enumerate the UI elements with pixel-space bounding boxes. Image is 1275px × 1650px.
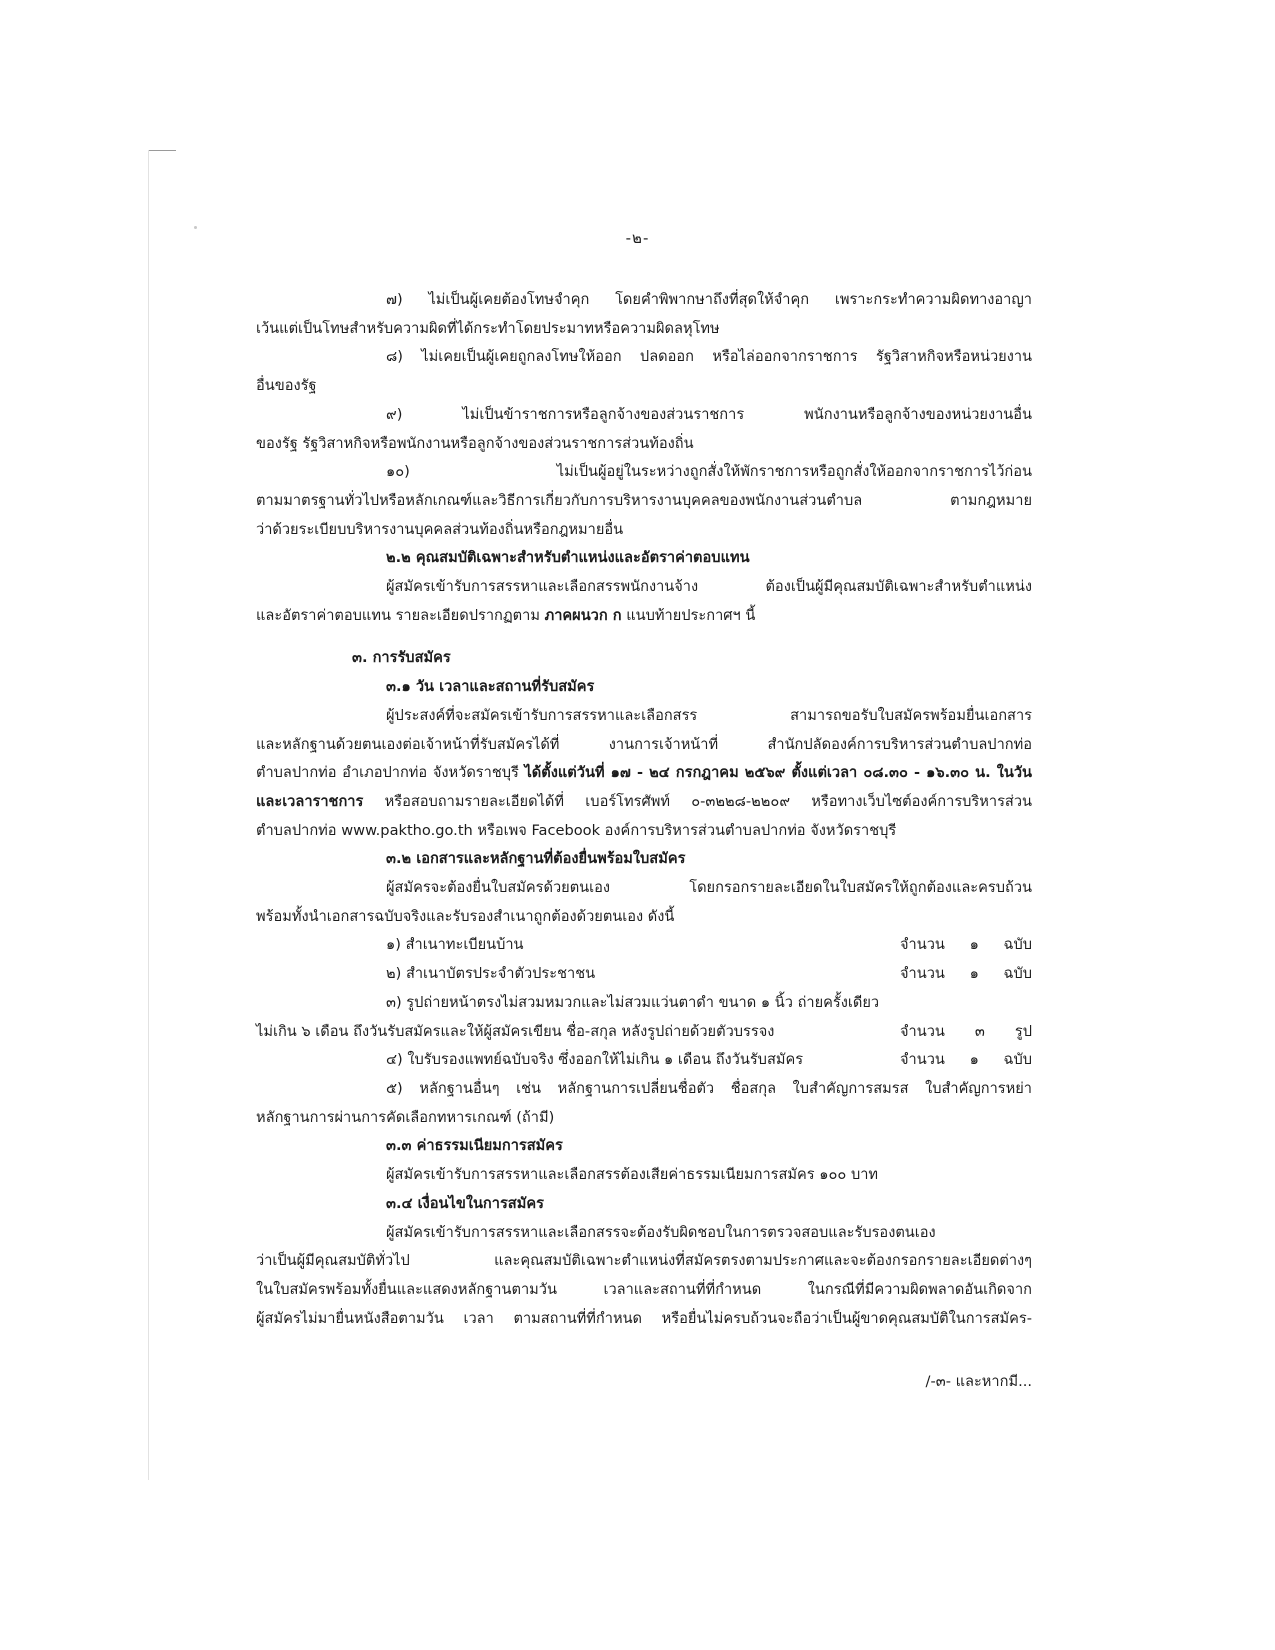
qty-unit: รูป (1014, 1022, 1032, 1040)
qty-unit: ฉบับ (1003, 965, 1032, 983)
section-3-4-heading: ๓.๔ เงื่อนไขในการสมัคร (386, 1194, 544, 1212)
qty-number: ๑ (969, 1051, 979, 1069)
appendix-reference: ภาคผนวก ก (544, 606, 622, 624)
section-3-1-line-2: และหลักฐานด้วยตนเองต่อเจ้าหน้าที่รับสมัครได้ที่ งานการเจ้าหน้าที่ สำนักปลัดองค์การบริหารส่วนตำบลปากท่อ (256, 735, 1032, 753)
document-item-label: ไม่เกิน ๖ เดือน ถึงวันรับสมัครและให้ผู้สมัครเขียน ชื่อ-สกุล หลังรูปถ่ายด้วยตัวบรรจง (256, 1022, 775, 1040)
section-3-1-heading: ๓.๑ วัน เวลาและสถานที่รับสมัคร (386, 678, 595, 696)
section-2-2-heading: ๒.๒ คุณสมบัติเฉพาะสำหรับตำแหน่งและอัตราค่าตอบแทน (386, 549, 750, 567)
qty-word: จำนวน (900, 1051, 945, 1069)
section-3-3-line-1: ผู้สมัครเข้ารับการสรรหาและเลือกสรรต้องเสียค่าธรรมเนียมการสมัคร ๑๐๐ บาท (386, 1166, 879, 1184)
section-3-4-line-4: ผู้สมัครไม่มายื่นหนังสือตามวัน เวลา ตามสถานที่ที่กำหนด หรือยื่นไม่ครบถ้วนจะถือว่าเป็นผู้ขาดคุณสมบัติในการสมัคร- (256, 1309, 1032, 1327)
section-3-1-location: ตำบลปากท่อ อำเภอปากท่อ จังหวัดราชบุรี (256, 764, 525, 782)
section-3-4-line-1: ผู้สมัครเข้ารับการสรรหาและเลือกสรรจะต้องรับผิดชอบในการตรวจสอบและรับรองตนเอง (386, 1223, 936, 1241)
document-item-4 (256, 1046, 1032, 1075)
section-3-2-line-1: ผู้สมัครจะต้องยื่นใบสมัครด้วยตนเอง โดยกรอกรายละเอียดในใบสมัครให้ถูกต้องและครบถ้วน (386, 879, 1032, 897)
item-10-line-2: ตามมาตรฐานทั่วไปหรือหลักเกณฑ์และวิธีการเกี่ยวกับการบริหารงานบุคคลของพนักงานส่วนตำบล ตามกฎหมาย (256, 491, 1032, 509)
qty-unit: ฉบับ (1003, 936, 1032, 954)
document-item-label: ๒) สำเนาบัตรประจำตัวประชาชน (386, 965, 596, 983)
section-3-3-heading: ๓.๓ ค่าธรรมเนียมการสมัคร (386, 1137, 563, 1155)
qty-number: ๑ (969, 965, 979, 983)
qty-word: จำนวน (900, 1022, 945, 1040)
continuation-note: /-๓- และหากมี... (925, 1373, 1032, 1390)
application-dates: ได้ตั้งแต่วันที่ ๑๗ - ๒๔ กรกฎาคม ๒๕๖๙ ตั้งแต่เวลา ๐๘.๓๐ - ๑๖.๓๐ น. ในวัน (524, 764, 1032, 782)
section-3-2-line-2: พร้อมทั้งนำเอกสารฉบับจริงและรับรองสำเนาถูกต้องด้วยตนเอง ดังนี้ (256, 907, 675, 925)
item-9-line-2: ของรัฐ รัฐวิสาหกิจหรือพนักงานหรือลูกจ้างของส่วนราชการส่วนท้องถิ่น (256, 434, 694, 452)
document-item-label: ๑) สำเนาทะเบียนบ้าน (386, 936, 524, 954)
document-item-1 (256, 931, 1032, 960)
section-2-2-para-line-1: ผู้สมัครเข้ารับการสรรหาและเลือกสรรพนักงานจ้าง ต้องเป็นผู้มีคุณสมบัติเฉพาะสำหรับตำแหน่ง (386, 578, 1032, 596)
section-3-1-line-4 (256, 788, 1032, 817)
item-9-line-1: ๙) ไม่เป็นข้าราชการหรือลูกจ้างของส่วนราชการ พนักงานหรือลูกจ้างของหน่วยงานอื่น (386, 405, 1032, 423)
qty-unit: ฉบับ (1003, 1051, 1032, 1069)
section-3-4-line-2: ว่าเป็นผู้มีคุณสมบัติทั่วไป และคุณสมบัติเฉพาะตำแหน่งที่สมัครตรงตามประกาศและจะต้องกรอกรายละเอียดต่างๆ (256, 1252, 1032, 1270)
document-item-quantity (900, 1018, 1032, 1047)
official-hours: และเวลาราชการ (256, 792, 364, 810)
document-item-label: ๔) ใบรับรองแพทย์ฉบับจริง ซึ่งออกให้ไม่เกิน ๑ เดือน ถึงวันรับสมัคร (386, 1051, 804, 1069)
qty-word: จำนวน (900, 965, 945, 983)
section-3-1-line-1: ผู้ประสงค์ที่จะสมัครเข้ารับการสรรหาและเลือกสรร สามารถขอรับใบสมัครพร้อมยื่นเอกสาร (386, 706, 1032, 724)
item-7-line-1: ๗) ไม่เป็นผู้เคยต้องโทษจำคุก โดยคำพิพากษาถึงที่สุดให้จำคุก เพราะกระทำความผิดทางอาญา (386, 291, 1032, 308)
document-item-5-line-2: หลักฐานการผ่านการคัดเลือกทหารเกณฑ์ (ถ้ามี) (256, 1108, 555, 1126)
document-item-3-line-1: ๓) รูปถ่ายหน้าตรงไม่สวมหมวกและไม่สวมแว่นตาดำ ขนาด ๑ นิ้ว ถ่ายครั้งเดียว (386, 993, 880, 1011)
section-3-2-heading: ๓.๒ เอกสารและหลักฐานที่ต้องยื่นพร้อมใบสมัคร (386, 850, 686, 868)
qty-number: ๓ (974, 1022, 985, 1040)
document-body (256, 286, 1032, 1333)
document-item-3-line-2 (256, 1018, 1032, 1047)
contact-info: หรือสอบถามรายละเอียดได้ที่ เบอร์โทรศัพท์ ๐-๓๒๒๘-๒๒๐๙ หรือทางเว็บไซต์องค์การบริหารส่วน (363, 792, 1032, 810)
item-7-line-2: เว้นแต่เป็นโทษสำหรับความผิดที่ได้กระทำโดยประมาทหรือความผิดลหุโทษ (256, 319, 720, 337)
section-2-2-text-post: แนบท้ายประกาศฯ นี้ (621, 606, 756, 624)
section-3-1-line-3 (256, 759, 1032, 788)
document-item-2 (256, 960, 1032, 989)
document-item-5-line-1: ๕) หลักฐานอื่นๆ เช่น หลักฐานการเปลี่ยนชื่อตัว ชื่อสกุล ใบสำคัญการสมรส ใบสำคัญการหย่า (386, 1079, 1032, 1097)
qty-word: จำนวน (900, 936, 945, 954)
section-3-1-line-5: ตำบลปากท่อ www.paktho.go.th หรือเพจ Facebook องค์การบริหารส่วนตำบลปากท่อ จังหวัดราชบุรี (256, 821, 897, 839)
document-item-quantity (900, 960, 1032, 989)
page-number: -๒- (625, 229, 650, 247)
section-3-heading: ๓. การรับสมัคร (352, 649, 451, 667)
document-item-quantity (900, 931, 1032, 960)
qty-number: ๑ (969, 936, 979, 954)
section-2-2-text-pre: และอัตราค่าตอบแทน รายละเอียดปรากฏตาม (256, 606, 545, 624)
item-8-line-2: อื่นของรัฐ (256, 377, 317, 395)
item-10-line-1: ๑๐) ไม่เป็นผู้อยู่ในระหว่างถูกสั่งให้พักราชการหรือถูกสั่งให้ออกจากราชการไว้ก่อน (386, 463, 1032, 481)
section-2-2-para-line-2 (256, 602, 1032, 631)
scan-edge-mark (148, 150, 176, 151)
document-item-quantity (900, 1046, 1032, 1075)
section-3-4-line-3: ในใบสมัครพร้อมทั้งยื่นและแสดงหลักฐานตามวัน เวลาและสถานที่ที่กำหนด ในกรณีที่มีความผิดพลาดอันเกิดจาก (256, 1280, 1032, 1298)
item-10-line-3: ว่าด้วยระเบียบบริหารงานบุคคลส่วนท้องถิ่นหรือกฎหมายอื่น (256, 520, 624, 538)
scan-edge-line (148, 150, 149, 1480)
item-8-line-1: ๘) ไม่เคยเป็นผู้เคยถูกลงโทษให้ออก ปลดออก หรือไล่ออกจากราชการ รัฐวิสาหกิจหรือหน่วยงาน (386, 348, 1032, 366)
